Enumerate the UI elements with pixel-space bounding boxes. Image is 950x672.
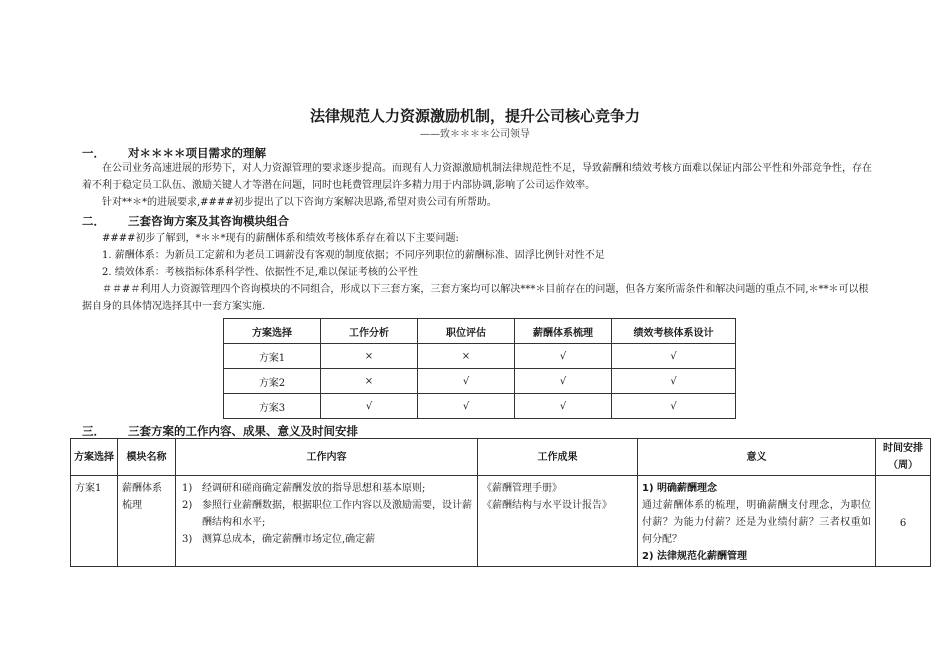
table-cell: ×: [321, 369, 418, 394]
table-row: [224, 394, 736, 419]
table-header-row: [224, 319, 736, 344]
list-item: [180, 480, 473, 497]
section-number: 二．: [82, 214, 105, 228]
paragraph-issue-salary: 1. 薪酬体系：为新员工定薪和为老员工调薪没有客观的制度依据；不同序列职位的薪酬标准、固浮比例针对性不足: [102, 250, 605, 261]
table-cell: √: [418, 369, 515, 394]
list-number: 1): [182, 483, 193, 494]
table-cell: √: [321, 394, 418, 419]
module-cell: 薪酬体系梳理: [118, 476, 176, 567]
section-number: 一．: [82, 146, 105, 160]
plan-detail-table: [70, 438, 931, 567]
header-cell: 工作成果: [478, 439, 638, 476]
table-cell: ×: [418, 344, 515, 369]
paragraph-requirements: 在公司业务高速进展的形势下，对人力资源管理的要求逐步提高。而现有人力资源激励机制法律规范性不足，导致薪酬和绩效考核方面难以保证内部公平性和外部竞争性，存在着不利于稳定员工队伍、激励关键人才等潜在问题，同时也耗费管理层许多精力用于内部协调,影响了公司运作效率。: [82, 163, 872, 191]
table-cell: 方案1: [224, 344, 321, 369]
table-row: [224, 369, 736, 394]
table-cell: √: [418, 394, 515, 419]
table-cell: 方案3: [224, 394, 321, 419]
table-row: [224, 344, 736, 369]
header-cell: 意义: [638, 439, 876, 476]
list-text: 经调研和磋商确定薪酬发放的指导思想和基本原则;: [202, 483, 426, 494]
header-cell: 职位评估: [418, 319, 515, 344]
list-text: 测算总成本，确定薪酬市场定位,确定薪: [202, 534, 376, 545]
section-heading-1: [82, 145, 266, 161]
section-number: 三．: [82, 424, 105, 438]
section-heading-3: [82, 423, 358, 439]
paragraph-issue-performance: 2. 绩效体系：考核指标体系科学性、依据性不足,难以保证考核的公平性: [102, 267, 418, 278]
content-list: [180, 480, 473, 548]
list-number: 3): [182, 534, 193, 545]
table-cell: √: [515, 394, 612, 419]
table-cell: ×: [321, 344, 418, 369]
list-item: [180, 531, 473, 548]
content-cell: [176, 476, 478, 567]
section-heading-2: [82, 213, 289, 229]
table-cell: √: [515, 344, 612, 369]
header-cell: 薪酬体系梳理: [515, 319, 612, 344]
result-item: 《薪酬管理手册》: [482, 483, 562, 494]
header-cell: 时间安排（周）: [876, 439, 931, 476]
header-cell: 方案选择: [71, 439, 118, 476]
header-cell: 绩效考核体系设计: [612, 319, 736, 344]
table-row: [71, 476, 931, 567]
header-cell: 工作内容: [176, 439, 478, 476]
header-cell: 工作分析: [321, 319, 418, 344]
paragraph-proposal-intro: 针对**＊*的进展要求,####初步提出了以下咨询方案解决思路,希望对贵公司有所帮助。: [102, 197, 497, 208]
result-item: 《薪酬结构与水平设计报告》: [482, 500, 612, 511]
document-title: 法律规范人力资源激励机制，提升公司核心竞争力: [309, 107, 640, 125]
document-subtitle: ——致＊＊＊＊公司领导: [420, 129, 530, 140]
list-item: [180, 497, 473, 531]
meaning-text: 通过薪酬体系的梳理，明确薪酬支付理念，为职位付薪？为能力付薪？还是为业绩付薪？三者权重如何分配？: [642, 500, 871, 545]
section-title: 对＊＊＊＊项目需求的理解: [128, 146, 266, 160]
list-number: 2): [182, 500, 193, 511]
header-cell: 方案选择: [224, 319, 321, 344]
table-cell: √: [612, 344, 736, 369]
header-cell: 模块名称: [118, 439, 176, 476]
meaning-heading: 1) 明确薪酬理念: [642, 483, 718, 494]
section-title: 三套方案的工作内容、成果、意义及时间安排: [128, 424, 358, 438]
table-cell: √: [612, 369, 736, 394]
paragraph-issues-intro: ####初步了解到，*＊＊*现有的薪酬体系和绩效考核体系存在着以下主要问题:: [102, 233, 459, 244]
table-cell: √: [612, 394, 736, 419]
plan-cell: 方案1: [71, 476, 118, 567]
meaning-heading: 2) 法律规范化薪酬管理: [642, 551, 748, 562]
section-title: 三套咨询方案及其咨询模块组合: [128, 214, 289, 228]
list-text: 参照行业薪酬数据，根据职位工作内容以及激励需要，设计薪酬结构和水平;: [202, 500, 472, 528]
paragraph-plans-summary: ＃＃#＃利用人力资源管理四个咨询模块的不同组合，形成以下三套方案，三套方案均可以解决***＊目前存在的问题，但各方案所需条件和解决问题的重点不同,＊**＊可以根据自身的具体情况选择其中一套方案实施.: [82, 284, 869, 312]
meaning-cell: [638, 476, 876, 567]
plan-module-table: [223, 318, 736, 419]
table-cell: √: [515, 369, 612, 394]
table-header-row: [71, 439, 931, 476]
table-cell: 方案2: [224, 369, 321, 394]
result-cell: [478, 476, 638, 567]
time-cell: 6: [876, 476, 931, 567]
